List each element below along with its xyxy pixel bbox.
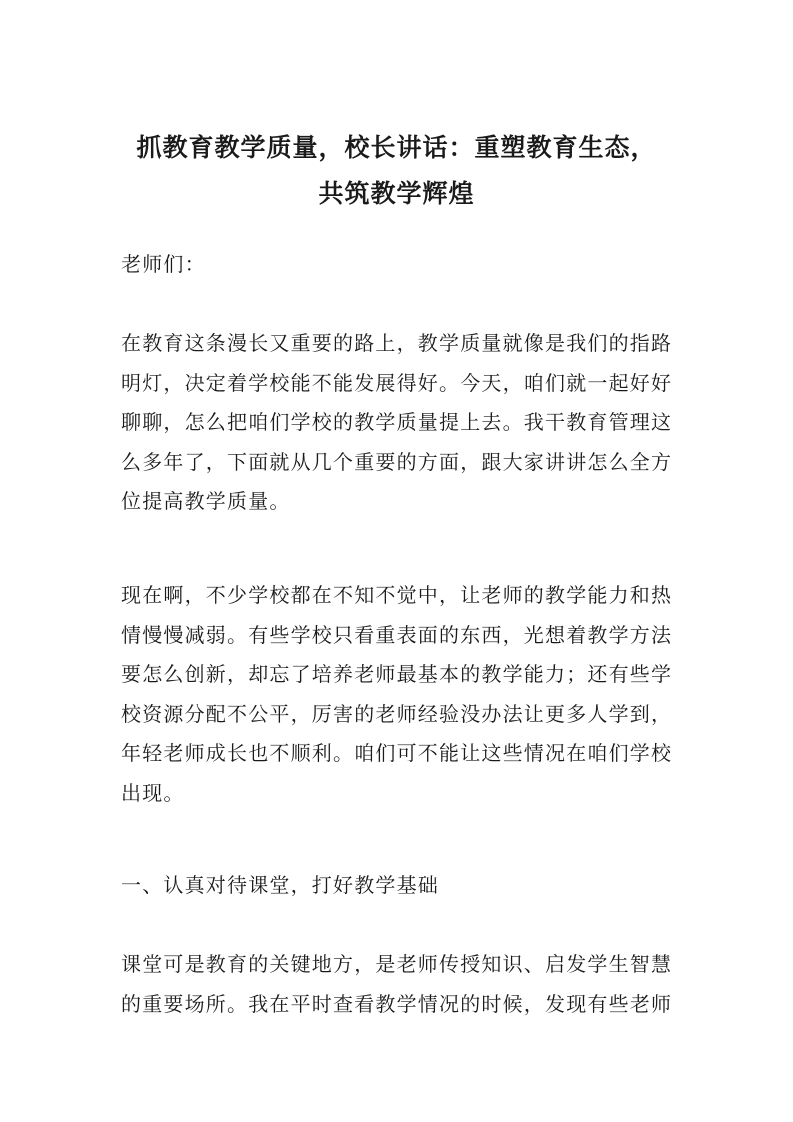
paragraph-1 [121,324,681,522]
paragraph-line: 情慢慢减弱。有些学校只看重表面的东西，光想着教学方法 [121,622,673,647]
paragraph-line: 聊聊，怎么把咱们学校的教学质量提上去。我干教育管理这 [121,410,673,434]
paragraph-line: 的重要场所。我在平时查看教学情况的时候，发现有些老师 [121,991,673,1016]
paragraph-line: 在教育这条漫长又重要的路上，教学质量就像是我们的指路 [121,331,673,355]
paragraph-line: 位提高教学质量。 [121,489,291,513]
paragraph-line: 明灯，决定着学校能不能发展得好。今天，咱们就一起好好 [121,370,673,395]
paragraph-line: 出现。 [121,780,185,805]
paragraph-line: 现在啊，不少学校都在不知不觉中，让老师的教学能力和热 [121,583,673,607]
paragraph-line: 校资源分配不公平，厉害的老师经验没办法让更多人学到， [121,701,673,726]
document-title-line-2: 共筑教学辉煌 [318,179,475,208]
paragraph-3 [121,945,681,1024]
paragraph-line: 要怎么创新，却忘了培养老师最基本的教学能力；还有些学 [121,662,673,686]
document-title-line-1: 抓教育教学质量，校长讲话：重塑教育生态， [136,133,657,162]
section-1-heading: 一、认真对待课堂，打好教学基础 [121,873,439,897]
paragraph-2 [121,576,681,813]
paragraph-line: 课堂可是教育的关键地方，是老师传授知识、启发学生智慧 [121,952,673,976]
paragraph-line: 年轻老师成长也不顺利。咱们可不能让这些情况在咱们学校 [121,741,673,765]
paragraph-line: 么多年了，下面就从几个重要的方面，跟大家讲讲怎么全方 [121,449,673,474]
salutation: 老师们： [121,252,206,276]
